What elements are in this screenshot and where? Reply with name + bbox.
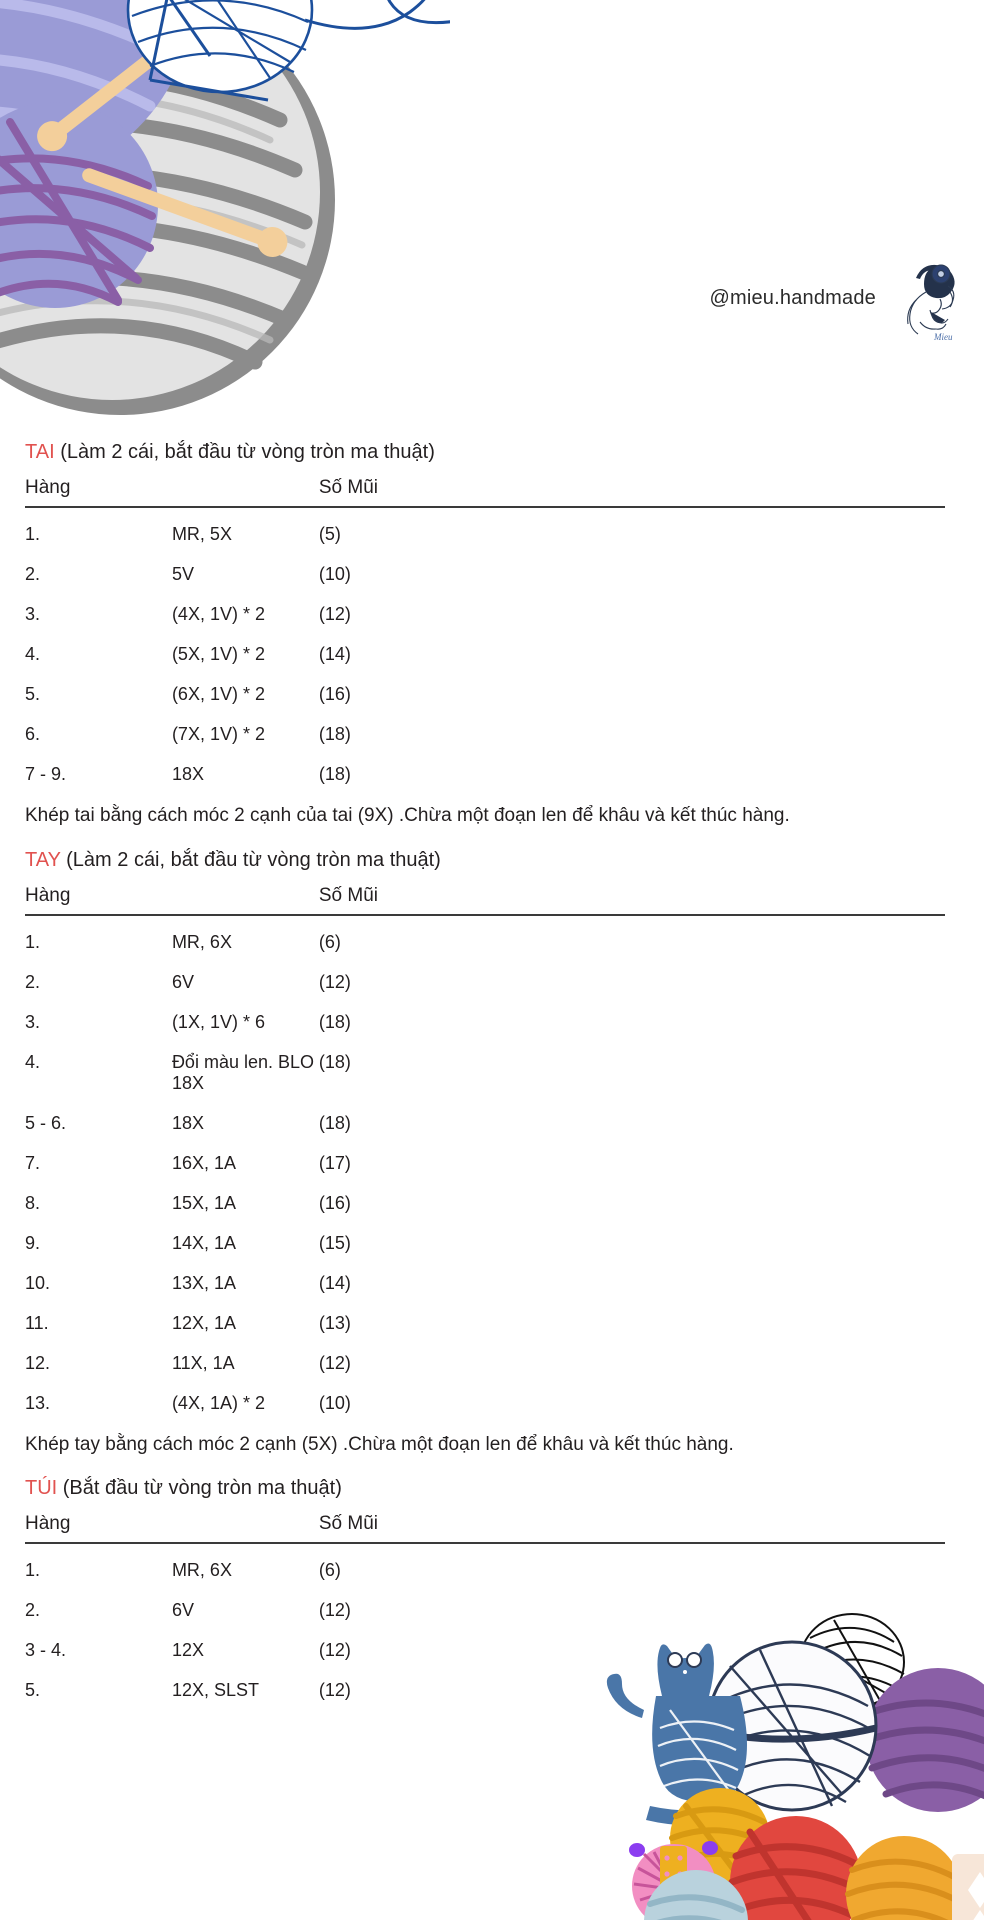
section-subtitle: (Bắt đầu từ vòng tròn ma thuật) <box>57 1477 342 1499</box>
table-row <box>25 1343 945 1383</box>
table-row <box>25 1103 945 1143</box>
row-instruction-cell: 18X <box>171 1112 204 1133</box>
row-number-cell: 11. <box>25 1312 49 1333</box>
table-row <box>25 1143 945 1183</box>
row-stitch-count-cell: (18) <box>318 764 351 784</box>
row-number-cell: 5. <box>25 684 41 704</box>
row-number-cell: 13. <box>25 1392 51 1413</box>
row-instruction-cell: 14X, 1A <box>171 1232 236 1253</box>
section-part-name: TÚI <box>25 1477 58 1499</box>
row-instruction-cell: 6V <box>171 1600 194 1620</box>
row-instruction-cell: (1X, 1V) * 6 <box>171 1011 265 1032</box>
table-header-row <box>25 477 945 507</box>
watermark <box>709 252 960 344</box>
table-row <box>25 1223 945 1263</box>
section-note: Khép tay bằng cách móc 2 cạnh (5X) .Chừa một đoạn len để khâu và kết thúc hàng. <box>25 1433 734 1455</box>
row-stitch-count-cell: (16) <box>318 684 351 704</box>
row-instruction-cell: Đổi màu len. BLO 18X <box>171 1051 315 1093</box>
table-row <box>25 1002 945 1042</box>
row-instruction-cell: 16X, 1A <box>171 1152 236 1173</box>
table-row <box>25 1303 945 1343</box>
row-number-cell: 7. <box>25 1152 41 1173</box>
row-stitch-count-cell: (18) <box>318 1011 351 1032</box>
section-note: Khép tai bằng cách móc 2 cạnh của tai (9X) .Chừa một đoạn len để khâu và kết thúc hàng. <box>25 805 790 826</box>
pattern-table <box>25 885 945 1423</box>
row-stitch-count-cell: (12) <box>318 971 351 992</box>
row-number-cell: 4. <box>25 644 41 664</box>
logo-signature: Mieu <box>934 332 953 342</box>
table-row <box>25 754 945 794</box>
section-subtitle: (Làm 2 cái, bắt đầu từ vòng tròn ma thuật) <box>60 848 441 871</box>
row-instruction-cell: 12X <box>171 1640 204 1660</box>
table-row <box>25 1383 945 1423</box>
pattern-table <box>25 1513 945 1710</box>
row-stitch-count-cell: (5) <box>318 524 341 544</box>
table-row <box>25 634 945 674</box>
row-instruction-cell: (4X, 1A) * 2 <box>171 1392 265 1413</box>
row-stitch-count-cell: (18) <box>318 1112 351 1133</box>
row-number-cell: 3. <box>25 1011 41 1032</box>
row-stitch-count-cell: (12) <box>318 604 351 624</box>
table-row <box>25 1042 945 1103</box>
row-instruction-cell: 6V <box>171 971 194 992</box>
table-row <box>25 1183 945 1223</box>
table-header-row <box>25 885 945 915</box>
row-number-cell: 9. <box>25 1232 41 1253</box>
section-heading <box>25 845 945 876</box>
row-number-cell: 3 - 4. <box>25 1640 67 1660</box>
section-part-name: TAI <box>25 441 55 463</box>
row-number-cell: 5 - 6. <box>25 1112 67 1133</box>
row-stitch-count-cell: (14) <box>318 1272 351 1293</box>
pattern-table <box>25 477 945 794</box>
row-number-cell: 2. <box>25 971 41 992</box>
row-instruction-cell: 15X, 1A <box>171 1192 236 1213</box>
table-row <box>25 714 945 754</box>
row-number-cell: 10. <box>25 1272 51 1293</box>
row-instruction-cell: 13X, 1A <box>171 1272 236 1293</box>
row-stitch-count-cell: (12) <box>318 1600 351 1620</box>
table-row <box>25 594 945 634</box>
row-number-cell: 6. <box>25 724 41 744</box>
section-heading <box>25 437 945 468</box>
column-header-row: Hàng <box>25 477 319 507</box>
table-header-row <box>25 1513 945 1543</box>
pattern-section <box>25 1473 945 1710</box>
pattern-section <box>25 437 945 831</box>
section-subtitle: (Làm 2 cái, bắt đầu từ vòng tròn ma thuật) <box>54 441 435 463</box>
row-stitch-count-cell: (12) <box>318 1352 351 1373</box>
row-number-cell: 1. <box>25 524 41 544</box>
table-row <box>25 554 945 594</box>
row-instruction-cell: MR, 5X <box>171 524 232 544</box>
table-row <box>25 915 945 962</box>
row-number-cell: 1. <box>25 931 41 952</box>
row-instruction-cell: 11X, 1A <box>171 1352 235 1373</box>
row-stitch-count-cell: (18) <box>318 1051 351 1072</box>
row-number-cell: 3. <box>25 604 41 624</box>
row-stitch-count-cell: (17) <box>318 1152 351 1173</box>
row-number-cell: 2. <box>25 564 41 584</box>
pattern-section <box>25 845 945 1460</box>
row-instruction-cell: (4X, 1V) * 2 <box>171 604 265 624</box>
table-row <box>25 1263 945 1303</box>
column-header-row: Hàng <box>25 885 319 915</box>
row-stitch-count-cell: (10) <box>318 1392 351 1413</box>
row-instruction-cell: 12X, SLST <box>171 1680 259 1700</box>
row-number-cell: 4. <box>25 1051 41 1072</box>
row-instruction-cell: 18X <box>171 764 204 784</box>
row-stitch-count-cell: (16) <box>318 1192 351 1213</box>
table-row <box>25 1543 945 1590</box>
section-heading <box>25 1473 945 1504</box>
row-instruction-cell: MR, 6X <box>171 1560 232 1580</box>
section-part-name: TAY <box>25 848 61 871</box>
watermark-handle: @mieu.handmade <box>709 286 876 309</box>
table-row <box>25 962 945 1002</box>
table-row <box>25 507 945 554</box>
table-row <box>25 1630 945 1670</box>
row-stitch-count-cell: (10) <box>318 564 351 584</box>
row-instruction-cell: 5V <box>171 564 194 584</box>
pattern-content <box>25 437 945 1710</box>
table-row <box>25 1670 945 1710</box>
table-row <box>25 674 945 714</box>
row-stitch-count-cell: (6) <box>318 1560 341 1580</box>
row-instruction-cell: (5X, 1V) * 2 <box>171 644 265 664</box>
row-instruction-cell: (6X, 1V) * 2 <box>171 684 265 704</box>
row-number-cell: 1. <box>25 1560 41 1580</box>
column-header-row: Hàng <box>25 1513 319 1543</box>
row-stitch-count-cell: (13) <box>318 1312 351 1333</box>
row-stitch-count-cell: (12) <box>318 1640 351 1660</box>
table-row <box>25 1590 945 1630</box>
row-number-cell: 5. <box>25 1680 41 1700</box>
woman-profile-logo-icon <box>886 252 960 344</box>
row-stitch-count-cell: (6) <box>318 931 341 952</box>
row-number-cell: 12. <box>25 1352 51 1373</box>
row-stitch-count-cell: (14) <box>318 644 351 664</box>
row-instruction-cell: MR, 6X <box>171 931 232 952</box>
row-stitch-count-cell: (12) <box>318 1680 351 1700</box>
column-header-count: Số Mũi <box>319 885 945 915</box>
column-header-count: Số Mũi <box>319 1513 945 1543</box>
column-header-count: Số Mũi <box>319 477 945 507</box>
row-instruction-cell: (7X, 1V) * 2 <box>171 724 265 744</box>
row-number-cell: 2. <box>25 1600 41 1620</box>
yarn-balls-knitting-needles-illustration <box>0 0 450 430</box>
row-stitch-count-cell: (18) <box>318 724 351 744</box>
row-instruction-cell: 12X, 1A <box>171 1312 236 1333</box>
row-number-cell: 8. <box>25 1192 41 1213</box>
row-number-cell: 7 - 9. <box>25 764 67 784</box>
row-stitch-count-cell: (15) <box>318 1232 351 1253</box>
